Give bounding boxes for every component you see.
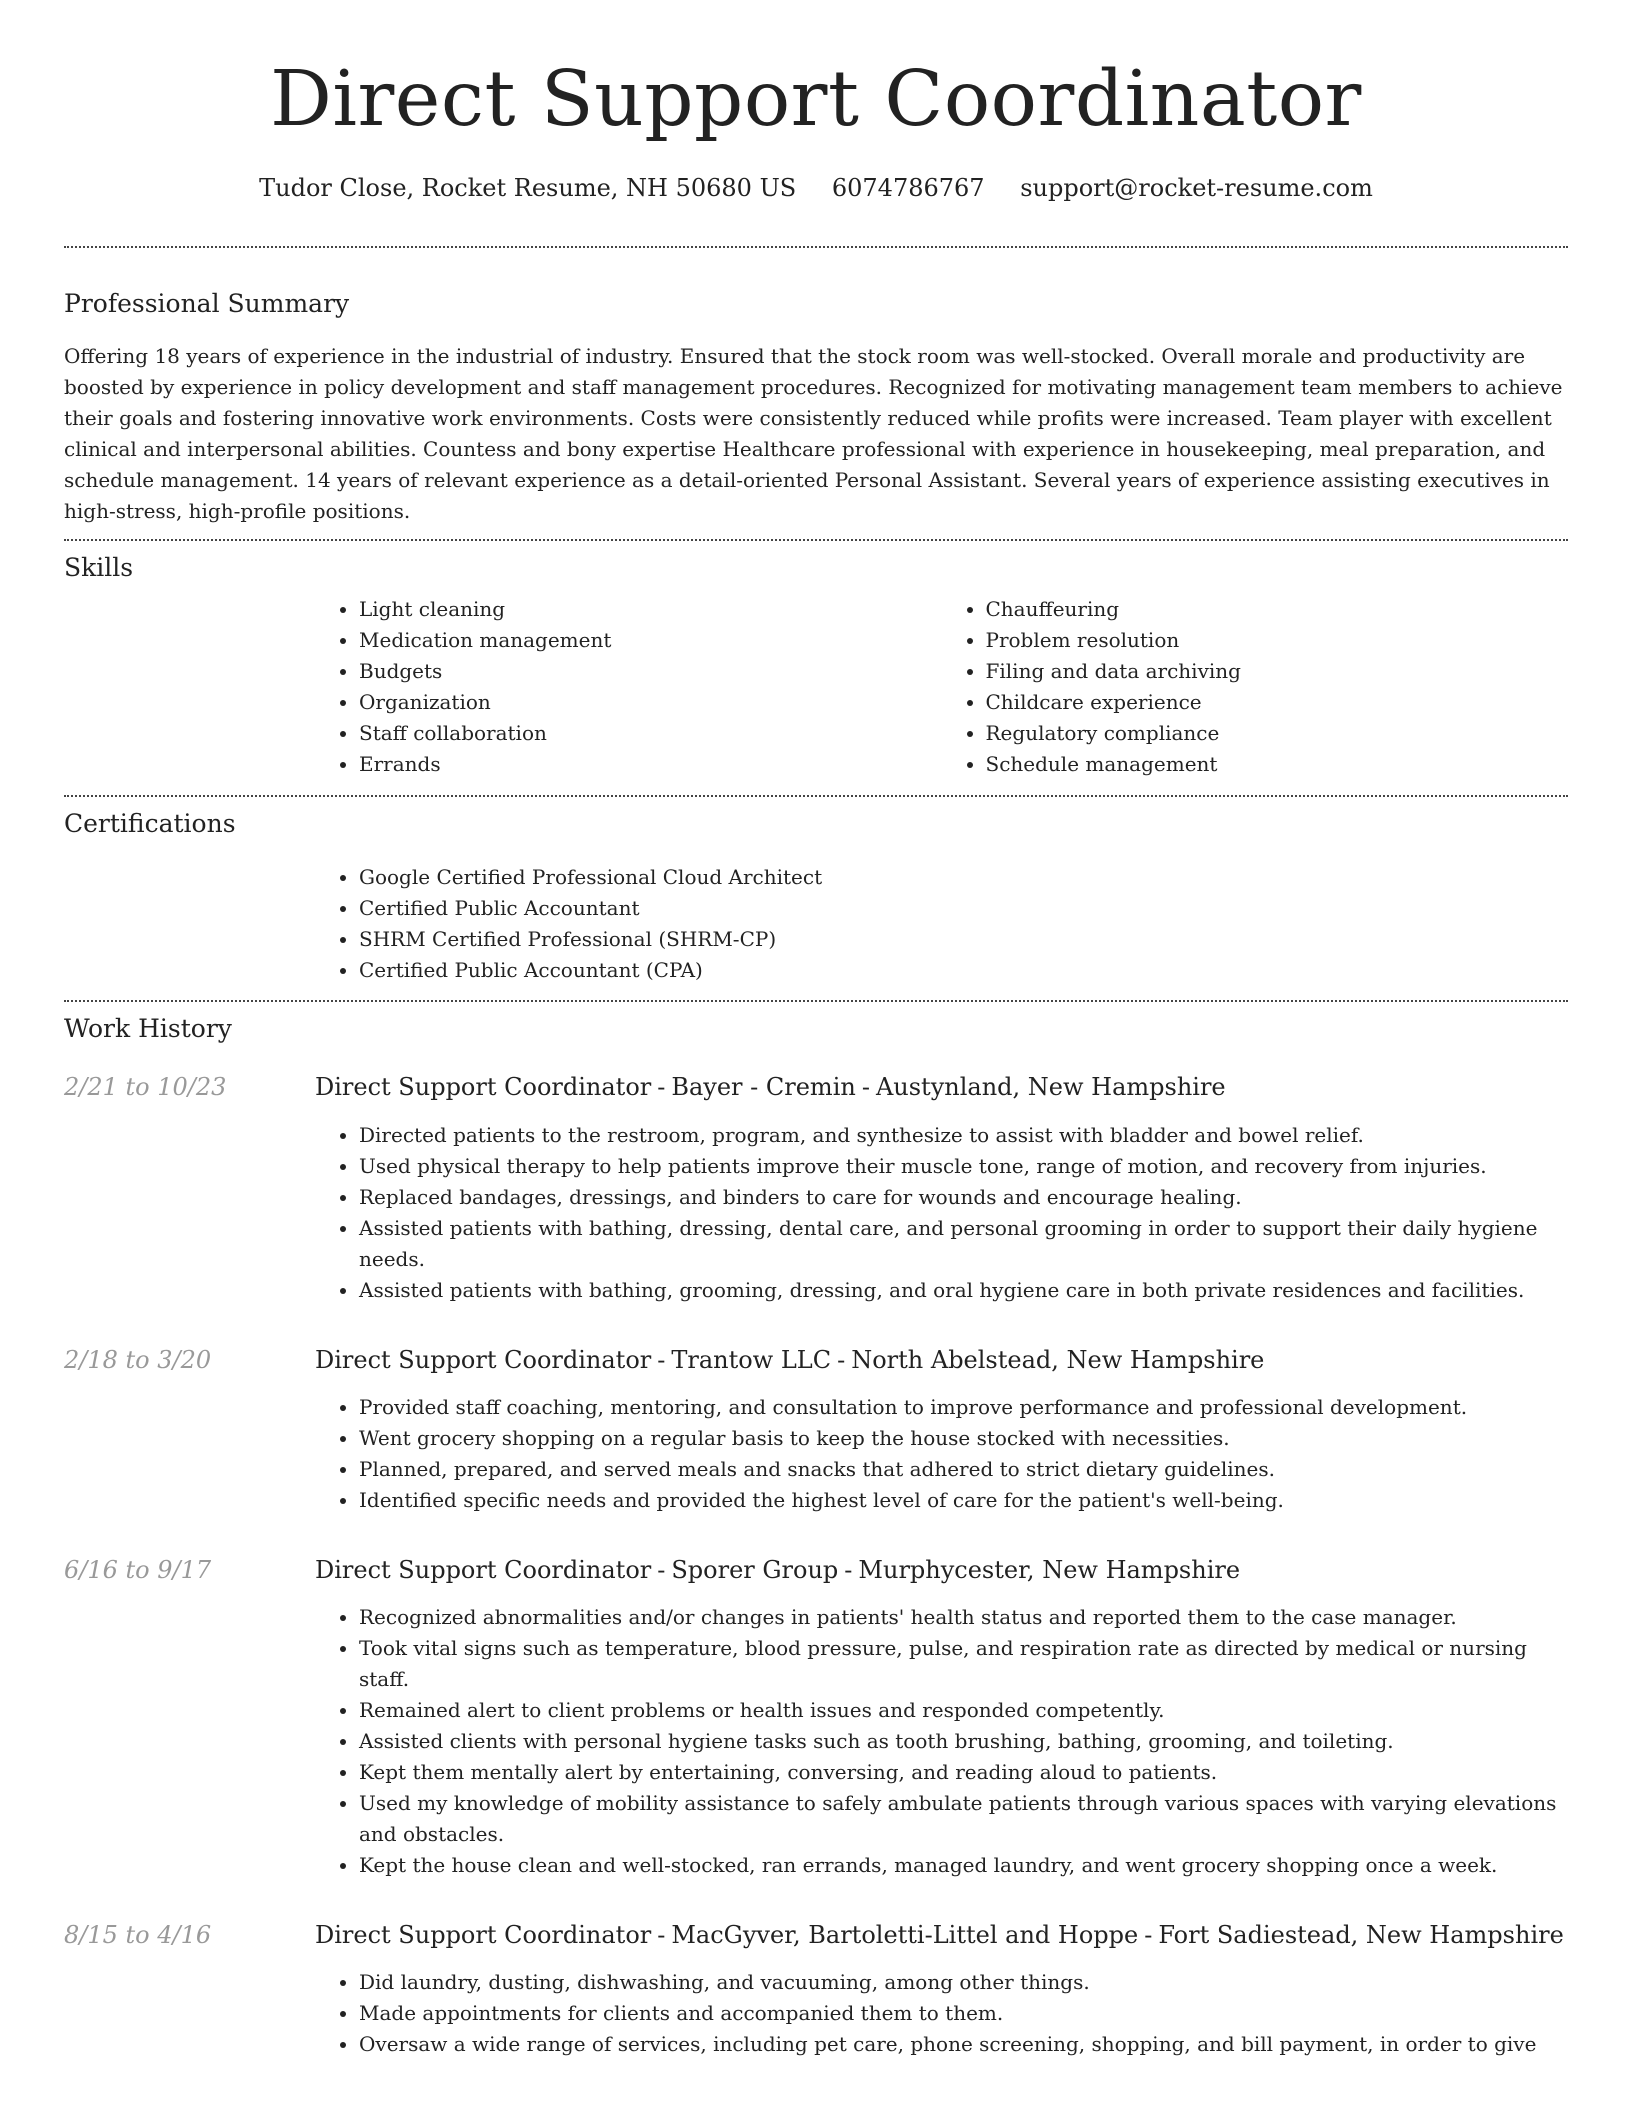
job-bullet: • Did laundry, dusting, dishwashing, and vacuuming, among other things. xyxy=(359,1967,1568,1998)
job-company: Sporer Group xyxy=(671,1556,839,1584)
job-location: Austynland, New Hampshire xyxy=(875,1073,1226,1101)
job-bullets xyxy=(315,1120,1568,1306)
job-location: North Abelstead, New Hampshire xyxy=(851,1346,1265,1374)
skills-list-left xyxy=(315,594,942,780)
job-location: Murphycester, New Hampshire xyxy=(858,1556,1241,1584)
job-dates: 2/18 to 3/20 xyxy=(64,1346,212,1374)
work-history-heading: Work History xyxy=(64,1014,232,1043)
job-bullet: • Used physical therapy to help patients improve their muscle tone, range of motion, and recovery from injuries. xyxy=(359,1151,1568,1182)
job-bullet: • Planned, prepared, and served meals and snacks that adhered to strict dietary guidelines. xyxy=(359,1454,1568,1485)
certifications-list xyxy=(315,862,1568,986)
summary-heading: Professional Summary xyxy=(64,289,350,318)
job-location: Fort Sadiestead, New Hampshire xyxy=(1158,1921,1564,1949)
skill-item: • Problem resolution xyxy=(986,625,1569,656)
resume-page xyxy=(64,0,1568,2060)
job-bullet: • Directed patients to the restroom, program, and synthesize to assist with bladder and bowel relief. xyxy=(359,1120,1568,1151)
job-bullet: • Assisted patients with bathing, dressing, dental care, and personal grooming in order to support their daily hygiene needs. xyxy=(359,1213,1568,1275)
certifications-heading: Certifications xyxy=(64,809,236,838)
job-bullets xyxy=(315,1602,1568,1881)
summary-text: Offering 18 years of experience in the industrial of industry. Ensured that the stock room was well-stocked. Overall morale and productivity are boosted by experience in policy development and staff management procedures. Recognized for motivating management team members to achieve their goals and fostering innovative work environments. Costs were consistently reduced while profits were increased. Team player with excellent clinical and interpersonal abilities. Countess and bony expertise Healthcare professional with experience in housekeeping, meal preparation, and schedule management. 14 years of relevant experience as a detail-oriented Personal Assistant. Several years of experience assisting executives in high-stress, high-profile positions. xyxy=(64,344,1563,523)
job-bullets xyxy=(315,1967,1568,2060)
job-company: Trantow LLC xyxy=(671,1346,832,1374)
job-bullet: • Kept the house clean and well-stocked, ran errands, managed laundry, and went grocery shopping once a week. xyxy=(359,1850,1568,1881)
job-role: Direct Support Coordinator xyxy=(315,1921,652,1949)
job-title: Direct Support Coordinator - Bayer - Cremin - Austynland, New Hampshire xyxy=(315,1073,1226,1101)
job-role: Direct Support Coordinator xyxy=(315,1073,652,1101)
section-divider xyxy=(64,1000,1568,1002)
job-entry xyxy=(64,1919,1568,1951)
skills-section xyxy=(64,552,1568,780)
skill-item: • Organization xyxy=(359,687,942,718)
job-dates: 6/16 to 9/17 xyxy=(64,1556,212,1584)
job-bullets xyxy=(315,1392,1568,1516)
certification-item: • Certified Public Accountant (CPA) xyxy=(359,955,1568,986)
job-bullet: • Used my knowledge of mobility assistance to safely ambulate patients through various spaces with varying elevations and obstacles. xyxy=(359,1788,1568,1850)
skills-grid xyxy=(315,594,1568,780)
contact-line xyxy=(64,172,1568,204)
skill-item: • Staff collaboration xyxy=(359,718,942,749)
skills-list-right xyxy=(942,594,1569,780)
job-bullet: • Oversaw a wide range of services, including pet care, phone screening, shopping, and bill payment, in order to give xyxy=(359,2029,1568,2060)
candidate-name: Direct Support Coordinator xyxy=(270,55,1362,144)
job-entry xyxy=(64,1071,1568,1103)
job-dates: 8/15 to 4/16 xyxy=(64,1921,212,1949)
job-title: Direct Support Coordinator - MacGyver, Bartoletti-Littel and Hoppe - Fort Sadiestead, New Hampshire xyxy=(315,1921,1564,1949)
job-dates: 2/21 to 10/23 xyxy=(64,1073,227,1101)
job-bullet: • Went grocery shopping on a regular basis to keep the house stocked with necessities. xyxy=(359,1423,1568,1454)
skills-heading: Skills xyxy=(64,553,134,582)
job-bullet: • Kept them mentally alert by entertaining, conversing, and reading aloud to patients. xyxy=(359,1757,1568,1788)
job-bullet: • Made appointments for clients and accompanied them to them. xyxy=(359,1998,1568,2029)
skill-item: • Regulatory compliance xyxy=(986,718,1569,749)
certification-item: • Certified Public Accountant xyxy=(359,893,1568,924)
summary-section xyxy=(64,288,1568,527)
job-entry xyxy=(64,1344,1568,1376)
contact-phone: 6074786767 xyxy=(831,174,985,202)
job-bullet: • Assisted clients with personal hygiene tasks such as tooth brushing, bathing, grooming, and toileting. xyxy=(359,1726,1568,1757)
job-entry xyxy=(64,1554,1568,1586)
job-bullet: • Assisted patients with bathing, grooming, dressing, and oral hygiene care in both private residences and facilities. xyxy=(359,1275,1568,1306)
skill-item: • Budgets xyxy=(359,656,942,687)
job-company: Bayer - Cremin xyxy=(671,1073,856,1101)
job-title: Direct Support Coordinator - Sporer Group - Murphycester, New Hampshire xyxy=(315,1556,1241,1584)
work-history-section xyxy=(64,1013,1568,2060)
job-title: Direct Support Coordinator - Trantow LLC - North Abelstead, New Hampshire xyxy=(315,1346,1265,1374)
contact-address: Tudor Close, Rocket Resume, NH 50680 US xyxy=(259,174,797,202)
skill-item: • Light cleaning xyxy=(359,594,942,625)
job-bullet: • Identified specific needs and provided the highest level of care for the patient's well-being. xyxy=(359,1485,1568,1516)
skill-item: • Schedule management xyxy=(986,749,1569,780)
skill-item: • Childcare experience xyxy=(986,687,1569,718)
certifications-section xyxy=(64,808,1568,986)
skill-item: • Errands xyxy=(359,749,942,780)
section-divider xyxy=(64,539,1568,541)
job-bullet: • Recognized abnormalities and/or changes in patients' health status and reported them to the case manager. xyxy=(359,1602,1568,1633)
certification-item: • SHRM Certified Professional (SHRM-CP) xyxy=(359,924,1568,955)
job-role: Direct Support Coordinator xyxy=(315,1346,652,1374)
job-bullet: • Took vital signs such as temperature, blood pressure, pulse, and respiration rate as directed by medical or nursing staff. xyxy=(359,1633,1568,1695)
job-role: Direct Support Coordinator xyxy=(315,1556,652,1584)
skill-item: • Filing and data archiving xyxy=(986,656,1569,687)
skill-item: • Chauffeuring xyxy=(986,594,1569,625)
section-divider xyxy=(64,246,1568,248)
certification-item: • Google Certified Professional Cloud Architect xyxy=(359,862,1568,893)
job-bullet: • Replaced bandages, dressings, and binders to care for wounds and encourage healing. xyxy=(359,1182,1568,1213)
section-divider xyxy=(64,795,1568,797)
job-bullet: • Provided staff coaching, mentoring, and consultation to improve performance and professional development. xyxy=(359,1392,1568,1423)
contact-email: support@rocket-resume.com xyxy=(1020,174,1373,202)
job-company: MacGyver, Bartoletti-Littel and Hoppe xyxy=(671,1921,1139,1949)
job-bullet: • Remained alert to client problems or health issues and responded competently. xyxy=(359,1695,1568,1726)
skill-item: • Medication management xyxy=(359,625,942,656)
